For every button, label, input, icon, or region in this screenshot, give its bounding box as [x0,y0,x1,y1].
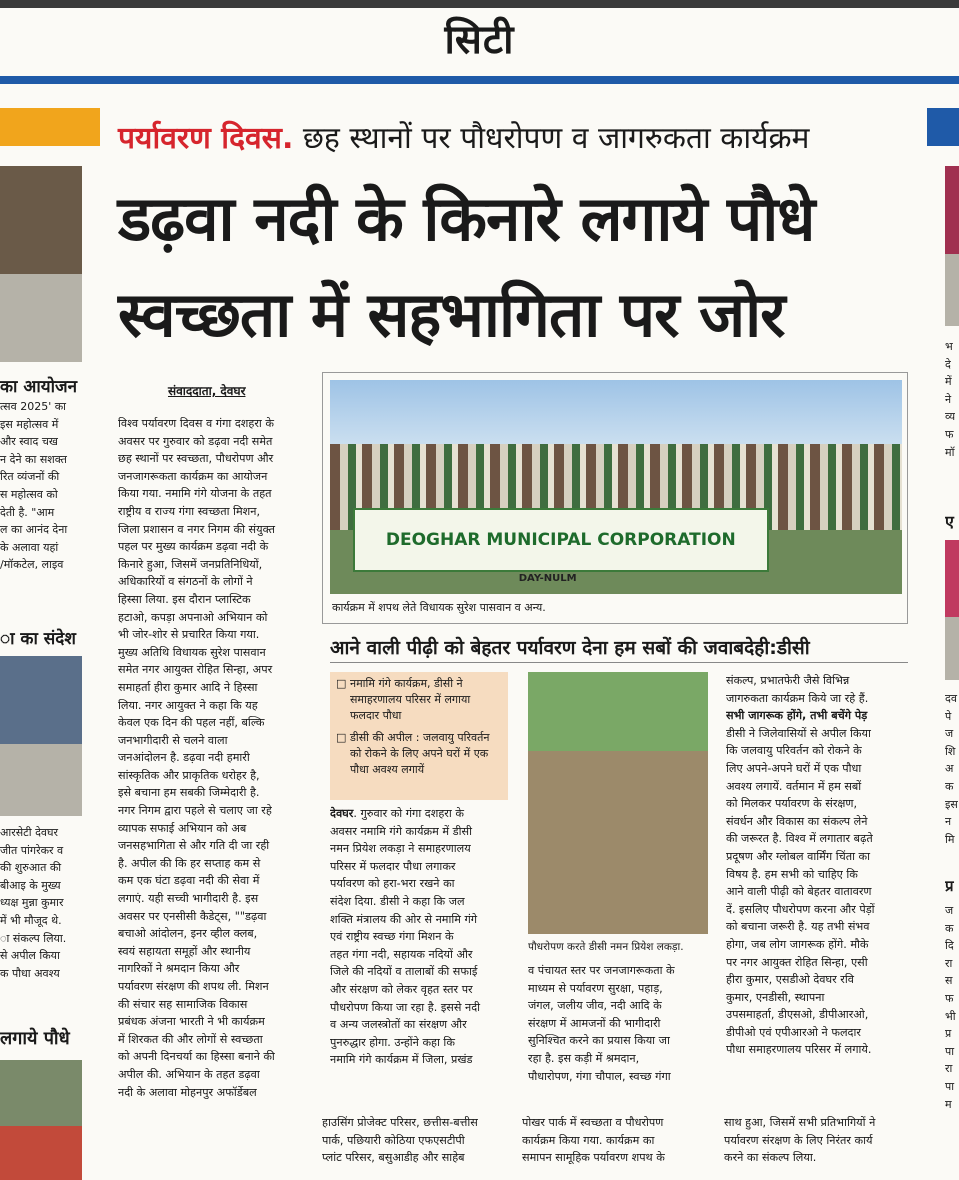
text-body: व अन्य जलस्त्रोतों का संरक्षण और [330,1018,467,1032]
text-line [330,893,510,911]
right-text-3: दव पे ज शि अ क इस न मि [945,692,958,846]
text-body: अवसर नमामि गंगे कार्यक्रम में डीसी [330,824,472,838]
text-line: मुख्य अतिथि विधायक सुरेश पासवान [118,645,266,659]
section-title: सिटी [444,17,515,63]
text-line: अपील की. अभियान के तहत डढ़वा [118,1067,260,1081]
text-body: हीरा कुमार, एसडीओ देवघर रवि [726,973,854,987]
highlight-bullet: □ नमामि गंगे कार्यक्रम, डीसी ने समाहरणालय परिसर में लगाया फलदार पौधा [336,676,502,724]
text-body: पुनरुद्धार होगा. उन्होंने कहा कि [330,1035,455,1049]
text-line [726,1041,906,1059]
text-body: डीपीओ एवं एपीआरओ ने फलदार [726,1025,861,1039]
text-line: जंगल, जलीय जीव, नदी आदि के [528,999,662,1013]
text-body: प्रदूषण और ग्लोबल वार्मिंग चिंता का [726,849,871,863]
text-line [330,840,510,858]
section-rule [0,76,959,84]
text-line: सांस्कृतिक और प्राकृतिक धरोहर है, [118,768,260,782]
text-line: हिस्सा लिया. इस दौरान प्लास्टिक [118,592,251,606]
text-line: जनआंदोलन है. डढ़वा नदी हमारी [118,751,250,765]
headline-line-2: स्वच्छता में सहभागिता पर जोर [118,278,785,351]
text-line: सुनिश्चित करने का प्रयास किया जा [528,1034,670,1048]
text-line: जनभागीदारी से चलने वाला [118,733,228,747]
text-line: पौधारोपण, गंगा चौपाल, स्वच्छ गंगा [528,1069,671,1083]
text-line [330,1016,510,1034]
bottom-col-2: पोखर पार्क में स्वच्छता व पौधरोपण कार्यक्रम किया गया. कार्यक्रम का समापन सामूहिक पर्यावरण शपथ के [522,1116,665,1165]
text-line [726,936,906,954]
left-heading-1: का आयोजन [0,377,78,397]
text-line [726,760,906,778]
text-body: और संरक्षण को लेकर वृहत स्तर पर [330,982,473,996]
right-photo-1 [945,166,959,326]
text-line [330,875,510,893]
text-line [726,918,906,936]
planting-photo-caption: पौधरोपण करते डीसी नमन प्रियेश लकड़ा. [528,941,684,953]
text-line [330,999,510,1017]
col2 [330,805,510,1095]
text-line: माध्यम से पर्यावरण सुरक्षा, पहाड़, [528,981,663,995]
byline: संवाददाता, देवघर [168,384,246,398]
text-body: संवर्धन और विकास का संकल्प लेने [726,814,868,828]
text-body: की जरूरत है. विश्व में लगातार बढ़ते [726,832,873,846]
text-line: स्वयं सहायता समूहों और स्थानीय [118,944,251,958]
text-body: शक्ति मंत्रालय की ओर से नमामि गंगे [330,912,478,926]
text-line [726,954,906,972]
col4 [726,672,906,1096]
text-line [330,1051,510,1069]
text-line [726,672,906,690]
text-body: . गुरुवार को गंगा दशहरा के [353,807,464,820]
text-body: एवं राष्ट्रीय स्वच्छ गंगा मिशन के [330,930,454,944]
headline-line-1: डढ़वा नदी के किनारे लगाये पौधे [118,182,815,255]
kicker-text: छह स्थानों पर पौधरोपण व जागरुकता कार्यक्रम [302,121,810,156]
text-body: उपसमाहर्ता, डीएसओ, डीपीआरओ, [726,1008,869,1022]
text-line: हटाओ, कपड़ा अपनाओ अभियान को [118,610,268,624]
text-line: जनजागरूकता कार्यक्रम का आयोजन [118,469,268,483]
photo-banner-small: DAY-NULM [518,572,577,584]
text-line: पर्यावरण संरक्षण की शपथ ली. मिशन [118,980,269,993]
text-line: जिला प्रशासन व नगर निगम की संयुक्त [118,522,275,536]
text-line: इसे बचाना हम सबकी जिम्मेदारी है. [118,786,260,800]
kicker [118,116,810,157]
text-line [726,795,906,813]
text-body: होगा, जब लोग जागरूक होंगे. मौके [726,937,869,951]
left-heading-3: लगाये पौधे [0,1028,70,1049]
text-body: जागरुकता कार्यक्रम किये जा रहे हैं. [726,691,869,705]
left-strip [0,160,82,1180]
text-body: लिए अपने-अपने घरों में एक पौधा [726,761,862,775]
text-line: संरक्षण में आमजनों की भागीदारी [528,1016,661,1030]
text-line [726,848,906,866]
text-line [726,778,906,796]
text-line: है. अपील की कि हर सप्ताह कम से [118,856,261,870]
text-line: अधिकारियों व संगठनों के लोगों ने [118,575,253,589]
col3 [528,962,708,1092]
left-text-1: त्सव 2025' का इस महोत्सव में और स्वाद चख न देने का सशक्त रित व्यंजनों की स महोत्सव को देती है. "आम ल का आनंद देना के अलावा यहां /मॉकटेल, लाइव [0,400,68,572]
text-line: राष्ट्रीय व राज्य गंगा स्वच्छता मिशन, [118,504,261,518]
text-body: को बचाना जरूरी है. यह तभी संभव [726,920,870,934]
main-photo-caption: कार्यक्रम में शपथ लेते विधायक सुरेश पासवान व अन्य. [332,601,546,614]
text-lead: देवघर [330,807,354,820]
text-line: समाहर्ता हीरा कुमार आदि ने हिस्सा [118,680,258,694]
text-body: नमामि गंगे कार्यक्रम में जिला, प्रखंड [330,1053,473,1067]
text-line: समेत नगर आयुक्त रोहित सिन्हा, अपर [118,663,273,677]
text-body: अवश्य लगायें. वर्तमान में हम सबों [726,779,862,793]
text-line [726,901,906,919]
right-strip [945,160,959,1180]
right-section-tab [927,108,959,146]
left-section-tab [0,108,100,146]
left-photo-3 [0,1060,82,1180]
text-line: जनसहभागिता से और गति दी जा रही [118,839,270,853]
text-line: अवसर पर गुरुवार को डढ़वा नदी समेत [118,434,273,448]
text-line [726,725,906,743]
text-line: अवसर पर एनसीसी कैडेट्स, ""डढ़वा [118,909,267,923]
text-line [726,690,906,708]
text-line [330,823,510,841]
text-body: संदेश दिया. डीसी ने कहा कि जल [330,894,465,908]
text-line [330,981,510,999]
text-line [726,742,906,760]
text-body: संकल्प, प्रभातफेरी जैसे विभिन्न [726,674,850,687]
text-line [726,971,906,989]
text-body: परिसर में फलदार पौधा लगाकर [330,859,456,873]
text-body: पर नगर आयुक्त रोहित सिन्हा, एसी [726,955,868,969]
highlight-bullet: □ डीसी की अपील : जलवायु परिवर्तन को रोकने के लिए अपने घरों में एक पौधा अवश्य लगायें [336,730,502,778]
text-line: नगर निगम द्वारा पहले से चलाए जा रहे [118,804,272,818]
text-line [726,813,906,831]
text-body: कि जलवायु परिवर्तन को रोकने के [726,744,862,758]
text-line [330,858,510,876]
text-line: छह स्थानों पर स्वच्छता, पौधरोपण और [118,452,274,466]
text-line: नदी के अलावा मोहनपुर अफॉर्डेबल [118,1085,257,1099]
text-line: में शिरकत की और लोगों से स्वच्छता [118,1032,263,1046]
text-line: किया गया. नमामि गंगे योजना के तहत [118,487,272,501]
text-body: जिले की नदियों व तालाबों की सफाई [330,965,478,979]
text-line [726,707,906,725]
text-line: नागरिकों ने श्रमदान किया और [118,962,240,976]
text-line: प्रबंधक अंजना भारती ने भी कार्यक्रम [118,1015,265,1029]
text-line: को अपनी दिनचर्या का हिस्सा बनाने की [118,1050,275,1064]
bottom-col-3: साथ हुआ, जिसमें सभी प्रतिभागियों ने पर्यावरण संरक्षण के लिए निरंतर कार्य करने का संकल्प लिया. [724,1116,876,1165]
bottom-col-1: हाउसिंग प्रोजेक्ट परिसर, छत्तीस-बत्तीस पार्क, पछियारी कोठिया एफएसटीपी प्लांट परिसर, बसुआडीह और साहेब [322,1116,478,1165]
text-line: लगाएं. यही सच्ची भागीदारी है. इस [118,892,259,906]
right-heading-2: ए [945,512,954,531]
text-body: पौधरोपण किया जा रहा है. इससे नदी [330,1000,481,1014]
text-body: दें. इसलिए पौधरोपण करना और पेड़ों [726,902,875,916]
text-body: डीसी ने जिलेवासियों से अपील किया [726,726,871,740]
left-photo-1 [0,166,82,362]
text-body: आने वाली पीढ़ी को बेहतर वातावरण [726,885,872,899]
top-border [0,0,959,8]
main-article-column [118,415,318,1169]
text-line: केवल एक दिन की पहल नहीं, बल्कि [118,716,265,730]
text-line [330,928,510,946]
text-line [726,1006,906,1024]
text-body: तहत गंगा नदी, सहायक नदियों और [330,947,473,961]
left-text-2: आरसेटी देवघर जीत पांगरेकर व की शुरुआत की बीआइ के मुख्य ध्यक्ष मुन्ना कुमार में भी मौजूद थे. ा संकल्प लिया. से अपील किया क पौधा अवश्य [0,826,67,980]
sub-rule [330,662,908,663]
text-line [330,805,510,823]
planting-photo [528,672,708,934]
right-text-5: ज क दि रा स फ भी प्र पा रा पा म [945,904,956,1111]
photo-banner: DEOGHAR MUNICIPAL CORPORATION [353,508,769,572]
text-line: की संचार सह सामाजिक विकास [118,997,248,1011]
text-line: व पंचायत स्तर पर जनजागरूकता के [528,964,675,977]
sub-headline: आने वाली पीढ़ी को बेहतर पर्यावरण देना हम सबों की जवाबदेही:डीसी [330,637,810,659]
right-heading-4: प्र [945,877,954,895]
text-line [330,946,510,964]
text-line [726,1024,906,1042]
text-body: कुमार, एनडीसी, स्थापना [726,990,825,1004]
right-photo-2 [945,540,959,680]
main-photo [330,380,902,594]
text-line: किनारे हुआ, जिसमें जनप्रतिनिधियों, [118,557,263,571]
text-line [330,911,510,929]
text-line [726,866,906,884]
kicker-tag: पर्यावरण दिवस. [118,121,294,156]
right-text-1: भ दे में ने व्य फ मॉ [945,340,956,459]
text-line: रहा है. इस कड़ी में श्रमदान, [528,1051,640,1065]
text-line: विश्व पर्यावरण दिवस व गंगा दशहरा के [118,417,274,430]
left-photo-2 [0,656,82,816]
text-line: बचाओ आंदोलन, इनर व्हील क्लब, [118,927,258,941]
text-body: नमन प्रियेश लकड़ा ने समाहरणालय [330,842,471,856]
text-line [726,830,906,848]
text-line: कम एक घंटा डढ़वा नदी की सेवा में [118,874,260,888]
highlight-box [330,672,508,800]
text-line [330,1034,510,1052]
left-heading-2: ा का संदेश [0,629,76,649]
text-body: विषय है. हम सभी को चाहिए कि [726,867,858,881]
text-body: पर्यावरण को हरा-भरा रखने का [330,877,455,891]
text-line [726,989,906,1007]
text-body: को मिलकर पर्यावरण के संरक्षण, [726,797,858,811]
text-line: व्यापक सफाई अभियान को अब [118,821,247,835]
text-line [330,963,510,981]
text-line: भी जोर-शोर से प्रचारित किया गया. [118,628,260,642]
text-line: पहल पर मुख्य कार्यक्रम डढ़वा नदी के [118,540,269,554]
text-line [726,883,906,901]
text-body: पौधा समाहरणालय परिसर में लगाये. [726,1043,872,1057]
text-line: लिया. नगर आयुक्त ने कहा कि यह [118,698,258,712]
text-lead: सभी जागरूक होंगे, तभी बचेंगे पेड़ [726,709,868,723]
